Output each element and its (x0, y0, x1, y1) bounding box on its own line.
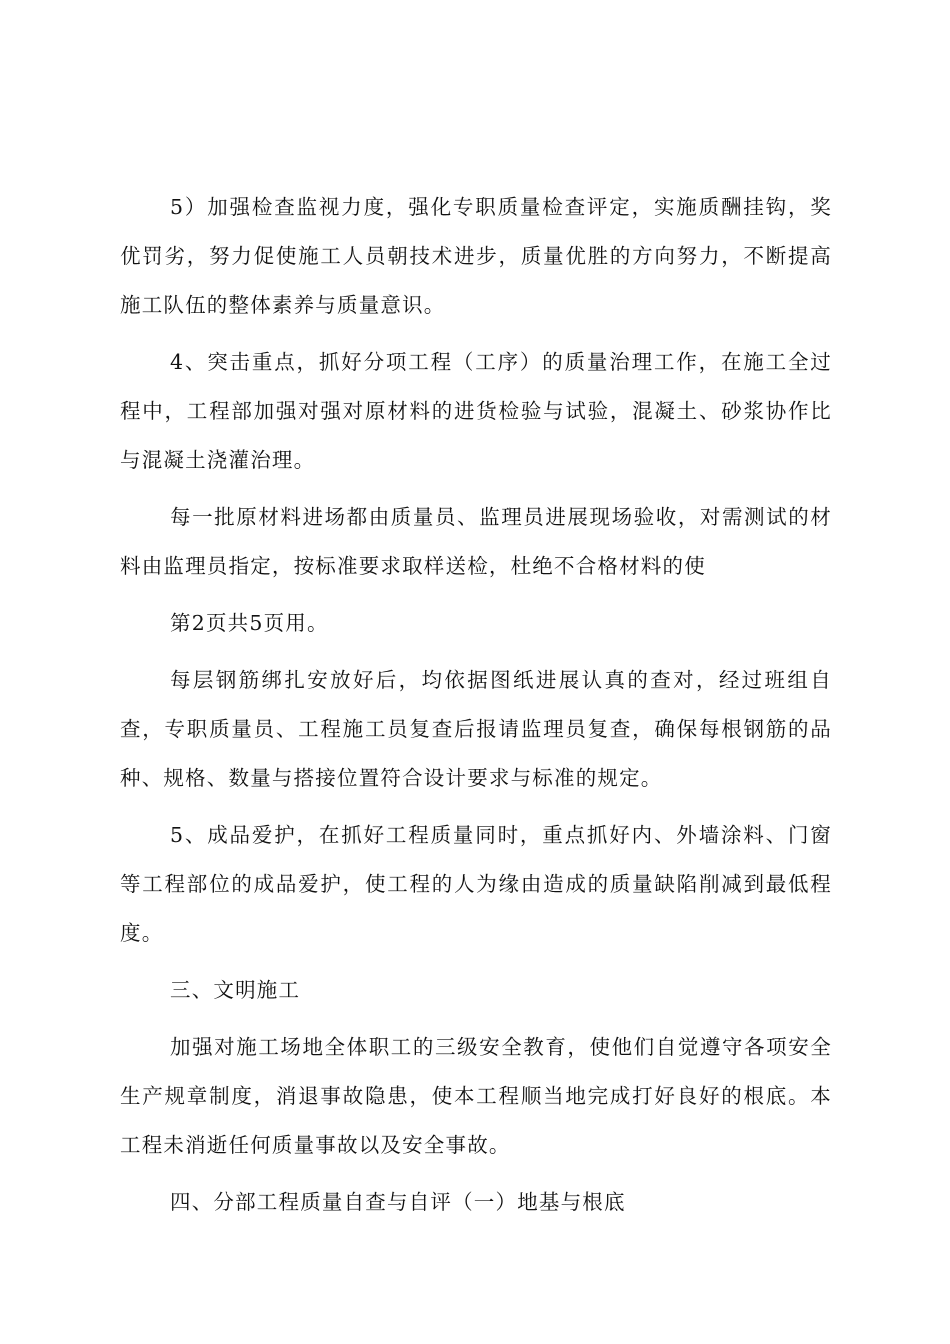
paragraph-inspection-supervision: 5）加强检查监视力度，强化专职质量检查评定，实施质酬挂钩，奖优罚劣，努力促使施工人员朝技术进步，质量优胜的方向努力，不断提高施工队伍的整体素养与质量意识。 (120, 195, 832, 317)
paragraph-material-acceptance: 每一批原材料进场都由质量员、监理员进展现场验收，对需测试的材料由监理员指定，按标准要求取样送检，杜绝不合格材料的使 (120, 505, 832, 578)
document-body (120, 183, 832, 1227)
paragraph-rebar-check: 每层钢筋绑扎安放好后，均依据图纸进展认真的查对，经过班组自查，专职质量员、工程施工员复查后报请监理员复查，确保每根钢筋的品种、规格、数量与搭接位置符合设计要求与标准的规定。 (120, 668, 832, 790)
section-heading-civilized-construction: 三、文明施工 (170, 978, 301, 1002)
paragraph-finished-product-protection: 5、成品爱护，在抓好工程质量同时，重点抓好内、外墙涂料、门窗等工程部位的成品爱护，使工程的人为缘由造成的质量缺陷削减到最低程度。 (120, 823, 832, 945)
paragraph-key-quality-management: 4、突击重点，抓好分项工程（工序）的质量治理工作，在施工全过程中，工程部加强对强对原材料的进货检验与试验，混凝土、砂浆协作比与混凝土浇灌治理。 (120, 350, 832, 472)
paragraph-safety-education: 加强对施工场地全体职工的三级安全教育，使他们自觉遵守各项安全生产规章制度，消退事故隐患，使本工程顺当地完成打好良好的根底。本工程未消逝任何质量事故以及安全事故。 (120, 1035, 832, 1157)
paragraph-page-footer-continuation: 第2页共5页用。 (170, 611, 329, 635)
section-heading-self-inspection: 四、分部工程质量自查与自评（一）地基与根底 (170, 1190, 626, 1214)
